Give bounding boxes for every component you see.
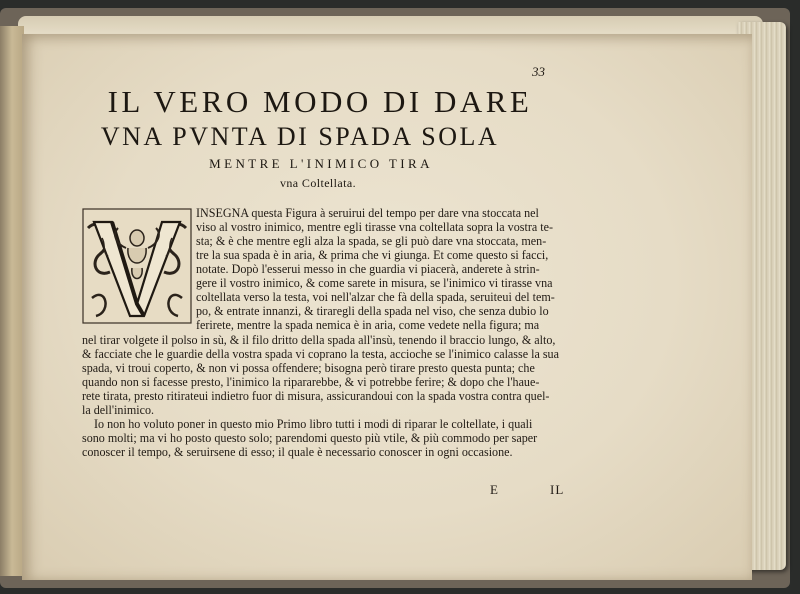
decorated-initial-v-icon [82,208,192,324]
title-line-4: vna Coltellata. [280,176,356,190]
body-line-12: spada, vi troui coperto, & non vi possa offendere; bisogna però tirare presto questa punta; che [82,361,535,375]
body-line-14: rete tirata, presto ritirateui indietro fuor di misura, assicurandoui con la spada vostra contra quel- [82,389,550,403]
body-line-3: sta; & è che mentre egli alza la spada, se gli può dare vna stoccata, men- [196,234,547,248]
body-line-5: notate. Dopò l'esserui messo in che guardia vi piacerà, anderete à strin- [196,262,540,276]
signature-mark: E [490,482,498,497]
body-line-13: quando non si facesse presto, l'inimico la ripararebbe, & vi potrebbe ferire; & dopo che l'haue- [82,375,540,389]
body-line-18: conoscer il tempo, & seruirsene di esso; il quale è necessario conoscer in ogni occasione. [82,445,513,459]
body-line-16: Io non ho voluto poner in questo mio Primo libro tutti i modi di riparar le coltellate, i quali [94,417,533,431]
title-line-3: MENTRE L'INIMICO TIRA [209,156,433,171]
body-line-1: INSEGNA questa Figura à seruirui del tempo per dare vna stoccata nel [196,206,539,220]
body-line-2: viso al vostro inimico, mentre egli tirasse vna coltellata sopra la vostra te- [196,220,553,234]
body-line-9: ferirete, mentre la spada nemica è in aria, come vedete nella figura; ma [196,318,540,332]
catchword: IL [550,482,565,497]
body-line-7: coltellata verso la testa, voi nell'alzar che fà della spada, seruiteui del tem- [196,290,555,304]
body-line-4: tre la sua spada è in aria, & prima che vi giunga. Et come questo si facci, [196,248,549,262]
body-line-17: sono molti; ma vi ho posto questo solo; parendomi questo più vtile, & più commodo per saper [82,431,538,445]
body-line-6: gere il vostro inimico, & come sarete in misura, se l'inimico vi tirasse vna [196,276,553,290]
body-line-11: & facciate che le guardie della vostra spada vi coprano la testa, accioche se l'inimico calasse la sua [82,347,559,361]
body-line-15: la dell'inimico. [82,403,155,417]
page-number: 33 [532,64,545,79]
body-line-8: po, & entrate innanzi, & tiraregli della spada nel viso, che senza dubio lo [196,304,549,318]
title-line-1: IL VERO MODO DI DARE [107,84,533,119]
body-line-10: nel tirar volgete il polso in sù, & il filo dritto della spada all'insù, tenendo il braccio lungo, & alto, [82,333,556,347]
title-line-2: VNA PVNTA DI SPADA SOLA [100,122,500,151]
